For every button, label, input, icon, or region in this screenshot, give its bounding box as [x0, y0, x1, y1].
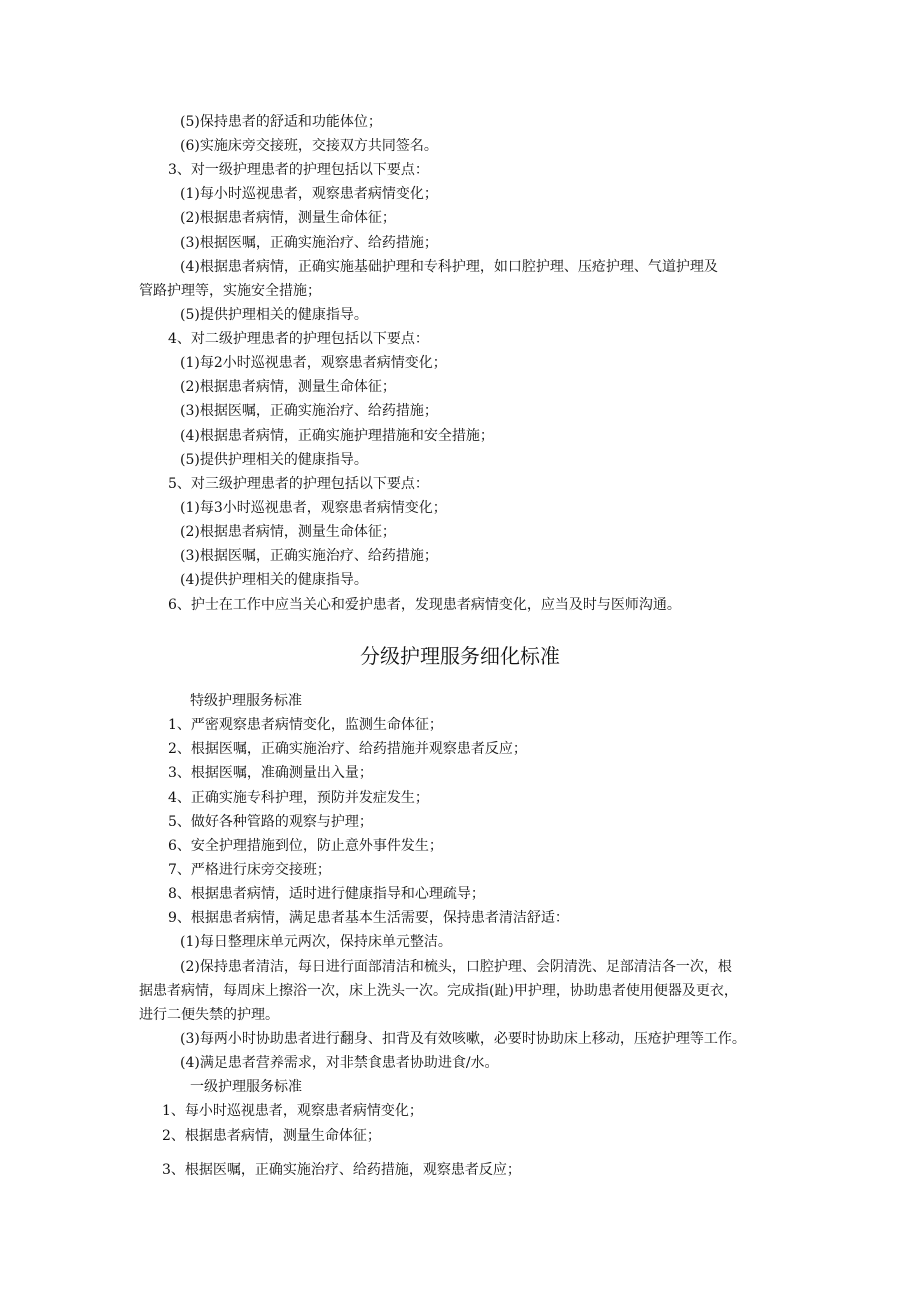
text-line: (3)根据医嘱，正确实施治疗、给药措施；	[180, 235, 438, 251]
text-line: 2、根据医嘱，正确实施治疗、给药措施并观察患者反应；	[168, 741, 527, 757]
text-line: (3)根据医嘱，正确实施治疗、给药措施；	[180, 403, 438, 419]
text-line: 8、根据患者病情，适时进行健康指导和心理疏导；	[168, 886, 485, 902]
text-line: 3、对一级护理患者的护理包括以下要点：	[168, 162, 429, 178]
text-line: (1)每日整理床单元两次，保持床单元整洁。	[180, 934, 452, 950]
text-line: 5、做好各种管路的观察与护理；	[168, 814, 373, 830]
text-line: 据患者病情，每周床上擦浴一次，床上洗头一次。完成指(趾)甲护理，协助患者使用便器及更衣，	[139, 983, 738, 999]
text-line: 3、根据医嘱，准确测量出入量；	[168, 765, 373, 781]
text-line: 9、根据患者病情，满足患者基本生活需要，保持患者清洁舒适：	[168, 910, 569, 926]
subsection-heading: 特级护理服务标准	[190, 693, 302, 709]
text-line: 4、正确实施专科护理，预防并发症发生；	[168, 790, 429, 806]
text-line: (5)提供护理相关的健康指导。	[180, 452, 368, 468]
text-line: (2)保持患者清洁，每日进行面部清洁和梳头，口腔护理、会阴清洗、足部清洁各一次，根	[180, 959, 732, 975]
text-line: (4)根据患者病情，正确实施护理措施和安全措施；	[180, 428, 494, 444]
text-line: (4)根据患者病情，正确实施基础护理和专科护理，如口腔护理、压疮护理、气道护理及	[180, 259, 718, 275]
text-line: 5、对三级护理患者的护理包括以下要点：	[168, 476, 429, 492]
text-line: (2)根据患者病情，测量生命体征；	[180, 210, 396, 226]
text-line: (1)每2小时巡视患者，观察患者病情变化；	[180, 355, 447, 371]
text-line: (1)每小时巡视患者，观察患者病情变化；	[180, 186, 438, 202]
text-line: 管路护理等，实施安全措施；	[139, 283, 321, 299]
text-line: 进行二便失禁的护理。	[139, 1007, 279, 1023]
text-line: (4)满足患者营养需求，对非禁食患者协助进食/水。	[180, 1055, 499, 1071]
text-line: (4)提供护理相关的健康指导。	[180, 572, 368, 588]
text-line: (3)根据医嘱，正确实施治疗、给药措施；	[180, 548, 438, 564]
text-line: 6、护士在工作中应当关心和爱护患者，发现患者病情变化，应当及时与医师沟通。	[168, 597, 681, 613]
text-line: (1)每3小时巡视患者，观察患者病情变化；	[180, 500, 447, 516]
text-line: 4、对二级护理患者的护理包括以下要点：	[168, 331, 429, 347]
text-line: 6、安全护理措施到位，防止意外事件发生；	[168, 838, 443, 854]
text-line: (3)每两小时协助患者进行翻身、扣背及有效咳嗽，必要时协助床上移动，压疮护理等工作。	[180, 1031, 746, 1047]
text-line: (2)根据患者病情，测量生命体征；	[180, 379, 396, 395]
text-line: 2、根据患者病情，测量生命体征；	[162, 1128, 381, 1144]
section-title: 分级护理服务细化标准	[360, 644, 560, 668]
text-line: (5)保持患者的舒适和功能体位；	[180, 114, 382, 130]
text-line: 7、严格进行床旁交接班；	[168, 862, 331, 878]
text-line: 1、严密观察患者病情变化，监测生命体征；	[168, 717, 443, 733]
text-line: (5)提供护理相关的健康指导。	[180, 307, 368, 323]
text-line: (2)根据患者病情，测量生命体征；	[180, 524, 396, 540]
text-line: 3、根据医嘱，正确实施治疗、给药措施，观察患者反应；	[162, 1162, 521, 1178]
subsection-heading: 一级护理服务标准	[190, 1079, 302, 1095]
text-line: (6)实施床旁交接班，交接双方共同签名。	[180, 138, 438, 154]
text-line: 1、每小时巡视患者，观察患者病情变化；	[162, 1103, 423, 1119]
